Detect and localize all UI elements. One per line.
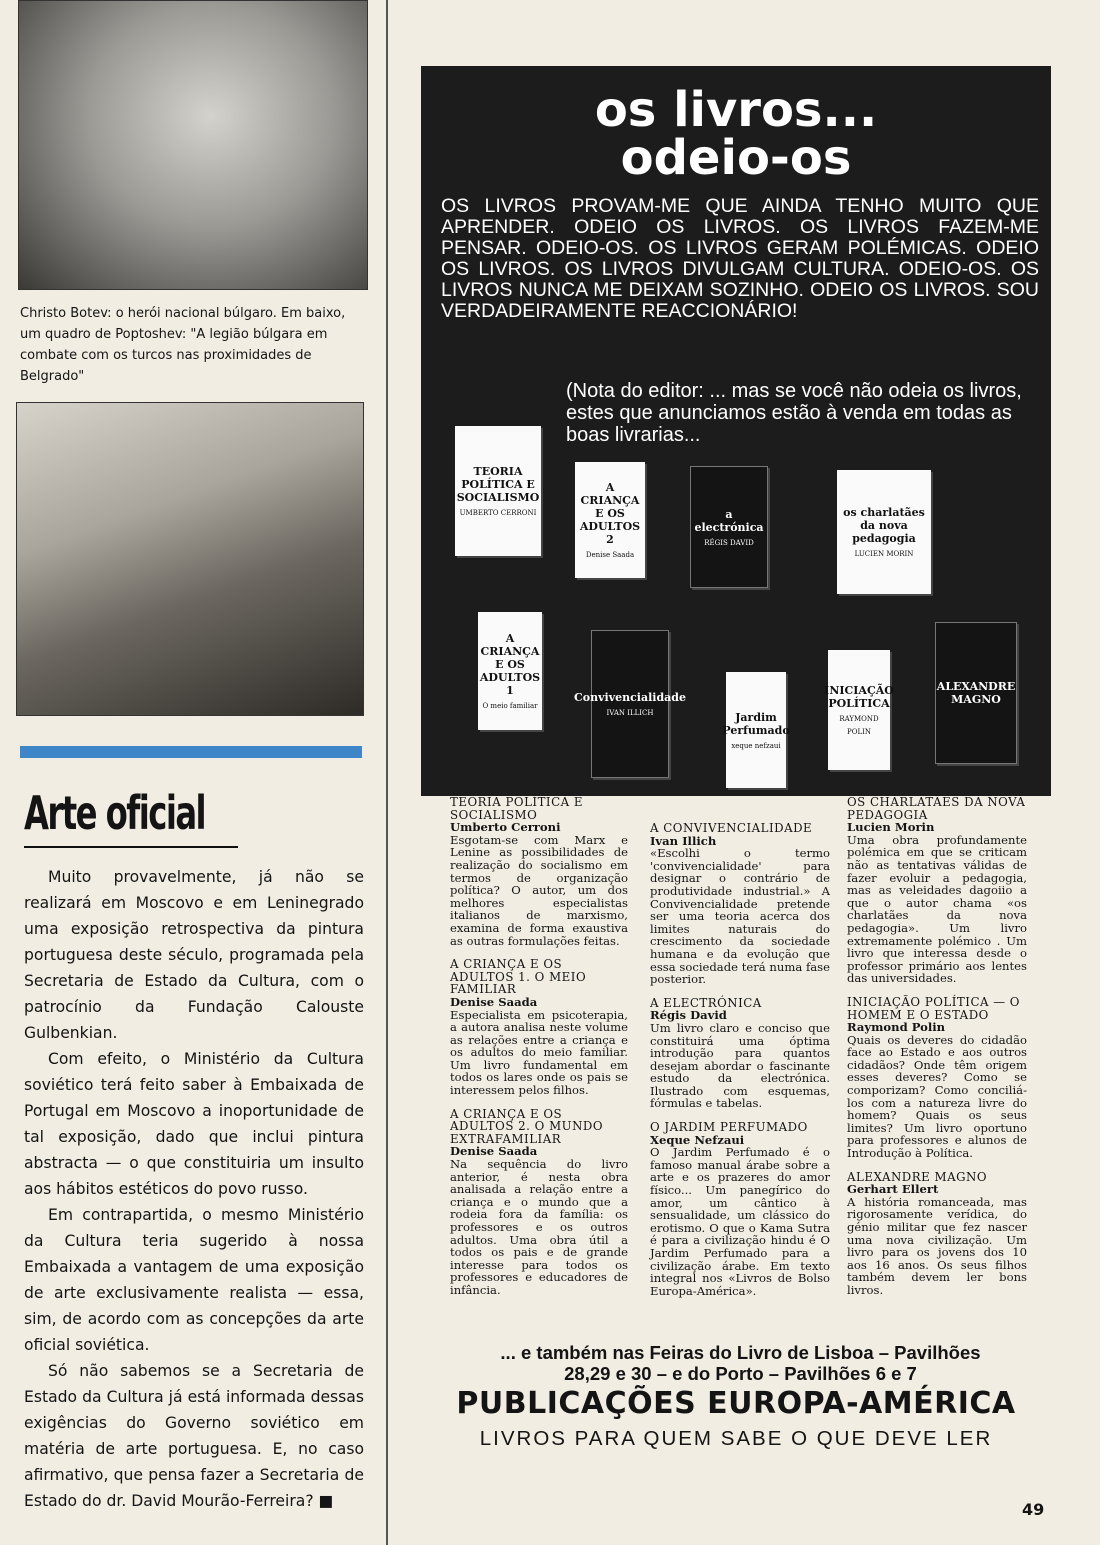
review-text: Quais os deveres do cidadão face ao Estado e aos outros cidadãos? Onde têm origem esses deveres? Como se comporizam? Como conciliá-los com a natureza livre do homem? Quais os seus limites? Um livro oportuno para professores e alunos de Introdução à Política. xyxy=(847,1032,1027,1161)
book-title: A CRIANÇA E OS ADULTOS 2 xyxy=(579,481,641,546)
heading-underline xyxy=(24,846,238,848)
book-title: INICIAÇÃO POLÍTICA xyxy=(824,684,894,710)
review-text: Na sequência do livro anterior, é nesta obra analisada a relação entre a criança e o mundo que a rodeia fora da família: os professores e os outros adultos. Uma obra útil a todos os pais e de grande interesse para todos os professores e educadores de infância. xyxy=(450,1157,628,1297)
ad-manifesto: OS LIVROS PROVAM-ME QUE AINDA TENHO MUITO QUE APRENDER. ODEIO OS LIVROS. OS LIVROS FAZEM-ME PENSAR. ODEIO-OS. OS LIVROS GERAM POLÉMICAS. ODEIO OS LIVROS. OS LIVROS DIVULGAM CULTURA. ODEIO-OS. OS LIVROS NUNCA ME DEIXAM SOZINHO. ODEIO OS LIVROS. SOU VERDADEIRAMENTE REACCIONÁRIO! xyxy=(441,195,1039,322)
ad-title-line: os livros... xyxy=(594,82,878,138)
book-title: A CRIANÇA E OS ADULTOS 1 xyxy=(479,632,541,697)
review-author: Régis David xyxy=(650,1008,727,1023)
editor-note: (Nota do editor: ... mas se você não odeia os livros, estes que anunciamos estão à venda em todas as boas livrarias... xyxy=(566,380,1022,446)
review-text: Um livro claro e conciso que constituirá uma óptima introdução para quantos desejam abordar o fascinante estudo da electrónica. Ilustrado com esquemas, fórmulas e tabelas. xyxy=(650,1020,830,1111)
review-text: Uma obra profundamente polémica em que se criticam não as tentativas válidas de fazer evoluir a pedagogia, mas as veleidades dagoiio a que o autor chama «os charlatães da nova pedagogia». Um livro extremamente polémico . Um livro que interessa desde o professor primário aos lentes das universidades. xyxy=(847,832,1027,986)
book-cover xyxy=(455,426,541,556)
book-title: ALEXANDRE MAGNO xyxy=(936,680,1016,706)
review-title: A CONVIVENCIALIDADE xyxy=(650,821,813,835)
book-title: Jardim Perfumado xyxy=(722,710,790,737)
book-fair-line: ... e também nas Feiras do Livro de Lisboa – Pavilhões xyxy=(500,1342,981,1363)
review-title: OS CHARLATÃES DA NOVA PEDAGOGIA xyxy=(847,795,1026,822)
book-cover xyxy=(837,470,931,594)
review-title: A ELECTRÓNICA xyxy=(650,995,762,1010)
review-column xyxy=(650,822,830,1308)
book-cover xyxy=(574,630,686,778)
battle-painting-photo xyxy=(16,402,364,716)
ad-title xyxy=(421,82,1051,186)
book-title: a electrónica xyxy=(694,507,764,534)
book-cover xyxy=(575,462,645,578)
book-author: Denise Saada xyxy=(585,551,635,559)
publisher-name: PUBLICAÇÕES EUROPA-AMÉRICA xyxy=(456,1386,1016,1421)
review-text: Esgotam-se com Marx e Lenine as possibilidades de realização do socialismo em termos de organização política? O autor, um dos melhores especialistas italianos de marxismo, examina de forma exaustiva as outras formulações feitas. xyxy=(450,832,628,948)
review-author: Lucien Morin xyxy=(847,820,935,835)
review-title: TEORIA POLÍTICA E SOCIALISMO xyxy=(450,795,584,822)
book-title: os charlatães da nova pedagogia xyxy=(843,506,925,545)
review-text: A história romanceada, mas rigorosamente verídica, do génio militar que fez nascer uma nova civilização. Um livro para os jovens dos 10 aos 16 anos. Os seus filhos também devem ler bons livros. xyxy=(847,1194,1027,1297)
article-heading: Arte oficial xyxy=(24,786,206,840)
photo-caption: Christo Botev: o herói nacional búlgaro. Em baixo, um quadro de Poptoshev: "A legião búlgara em combate com os turcos nas proximidades de Belgrado" xyxy=(20,306,346,384)
review-title: A CRIANÇA E OS ADULTOS 1. O MEIO FAMILIAR xyxy=(450,957,587,997)
article-body xyxy=(24,864,364,1514)
left-column xyxy=(10,0,370,1545)
review-text: O Jardim Perfumado é o famoso manual árabe sobre a arte e os prazeres do amor físico... Um panegírico do amor, um cântico à sensualidade, um clássico do erotismo. O que o Kama Sutra é para a civilização hindu é O Jardim Perfumado para a civilização árabe. Em texto integral nos «Livros de Bolso Europa-América». xyxy=(650,1145,830,1298)
book-author: xeque nefzaui xyxy=(731,741,781,750)
review-author: Umberto Cerroni xyxy=(450,820,561,835)
book-author: O meio familiar xyxy=(482,702,538,710)
book-cover xyxy=(824,650,894,770)
book-cover xyxy=(935,622,1017,764)
publisher-tagline: LIVROS PARA QUEM SABE O QUE DEVE LER xyxy=(479,1427,993,1450)
book-fair-line: 28,29 e 30 – e do Porto – Pavilhões 6 e 7 xyxy=(564,1363,917,1384)
portrait-photo xyxy=(18,0,368,290)
book-title: TEORIA POLÍTICA E SOCIALISMO xyxy=(456,465,540,504)
review-title: ALEXANDRE MAGNO xyxy=(847,1169,988,1184)
book-author: IVAN ILLICH xyxy=(606,709,654,717)
review-author: Raymond Polin xyxy=(847,1020,946,1035)
review-author: Denise Saada xyxy=(450,994,538,1009)
article-paragraph: Muito provavelmente, já não se realizará em Moscovo e em Leninegrado uma exposição retrospectiva da pintura portuguesa deste século, programada pela Secretaria de Estado da Cultura, com o patrocínio da Fundação Calouste Gulbenkian. xyxy=(24,868,364,1042)
review-text: «Escolhi o termo 'convivencialidade' para designar o contrário de produtividade industrial.» A Convivencialidade pretende ser uma teoria acerca dos limites naturais do crescimento da sociedade humana e da evolução que essa sociedade terá numa fase posterior. xyxy=(650,846,830,987)
article-paragraph: Só não sabemos se a Secretaria de Estado da Cultura já está informada dessas exigências do Governo soviético em matéria de arte portuguesa. E, no caso afirmativo, que pensa fazer a Secretaria de Estado do dr. David Mourão-Ferreira? ■ xyxy=(24,1362,364,1510)
review-title: O JARDIM PERFUMADO xyxy=(650,1120,808,1135)
review-text: Especialista em psicoterapia, a autora analisa neste volume as relações entre a criança e os adultos do meio familiar. Um livro fundamental em todos os lares onde os pais se interessem pelos filhos. xyxy=(450,1007,628,1098)
book-author: LUCIEN MORIN xyxy=(854,550,914,558)
book-author: RAYMOND POLIN xyxy=(839,715,879,736)
book-cover xyxy=(690,466,768,588)
review-column xyxy=(847,796,1027,1308)
book-author: RÉGIS DAVID xyxy=(704,538,754,547)
book-advertisement xyxy=(421,66,1051,796)
book-fair-notice xyxy=(438,1342,1043,1384)
review-author: Ivan Illich xyxy=(650,833,717,848)
review-author: Xeque Nefzaui xyxy=(650,1132,745,1147)
review-column xyxy=(450,796,628,1308)
review-author: Gerhart Ellert xyxy=(847,1182,939,1197)
ad-title-line: odeio-os xyxy=(620,130,852,186)
book-cover xyxy=(478,612,542,730)
article-paragraph: Com efeito, o Ministério da Cultura soviético terá feito saber à Embaixada de Portugal em Moscovo a inoportunidade de tal exposição, dado que inclui pintura abstracta — o que constituiria um insulto aos hábitos estéticos do povo russo. xyxy=(24,1050,364,1198)
book-author: UMBERTO CERRONI xyxy=(459,509,537,517)
review-title: INICIAÇÃO POLÍTICA — O HOMEM E O ESTADO xyxy=(847,994,1020,1022)
column-divider xyxy=(386,0,388,1545)
page-number: 49 xyxy=(1022,1500,1045,1519)
book-cover xyxy=(722,672,790,788)
article-paragraph: Em contrapartida, o mesmo Ministério da Cultura teria sugerido à nossa Embaixada a vantagem de uma exposição de arte exclusivamente realista — essa, sim, de acordo com as concepções da arte oficial soviética. xyxy=(24,1206,364,1354)
review-author: Denise Saada xyxy=(450,1144,538,1159)
book-title: Convivencialidade xyxy=(574,691,686,704)
review-title: A CRIANÇA E OS ADULTOS 2. O MUNDO EXTRAFAMILIAR xyxy=(450,1106,604,1146)
section-rule xyxy=(20,746,362,758)
